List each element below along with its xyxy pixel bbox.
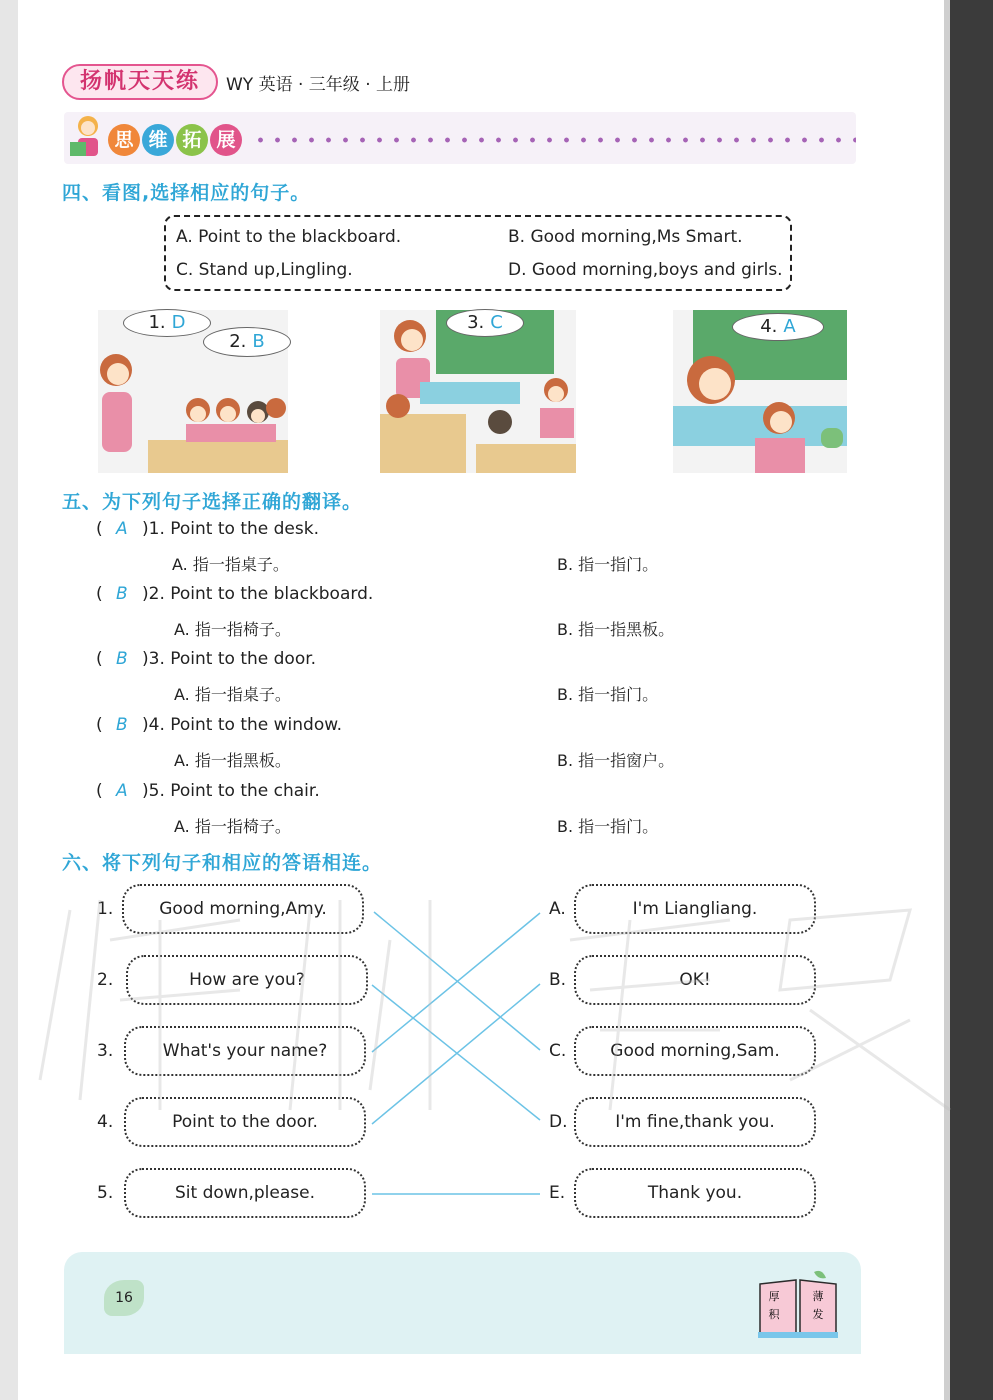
options-box	[164, 215, 792, 291]
right-item-c[interactable]: Good morning,Sam.	[574, 1026, 816, 1076]
answer-4: B	[116, 715, 128, 735]
right-item-a[interactable]: I'm Liangliang.	[574, 884, 816, 934]
paren-open: (	[96, 715, 103, 735]
picture-3-answer: C	[490, 312, 503, 333]
left-num-1: 1.	[97, 899, 114, 919]
picture-2-answer: B	[252, 331, 265, 352]
picture-3-number: 3.	[467, 312, 485, 333]
right-num-b: B.	[549, 970, 567, 990]
q1-choice-a: A. 指一指桌子。	[172, 555, 289, 574]
book-label-2: 薄	[812, 1290, 824, 1303]
book-label-1: 厚	[768, 1290, 780, 1303]
page-number: 16	[104, 1280, 144, 1316]
left-num-5: 5.	[97, 1183, 114, 1203]
question-text: )3. Point to the door.	[142, 649, 317, 669]
q3-choice-b: B. 指一指门。	[557, 685, 659, 704]
left-item-1[interactable]: Good morning,Amy.	[122, 884, 364, 934]
question-1	[96, 519, 319, 539]
picture-4-number: 4.	[760, 316, 778, 337]
picture-1-number: 1.	[148, 312, 166, 333]
book-info: WY 英语 · 三年级 · 上册	[226, 75, 411, 95]
question-5	[96, 781, 320, 801]
option-b: B. Good morning,Ms Smart.	[508, 227, 743, 247]
left-num-2: 2.	[97, 970, 114, 990]
right-num-d: D.	[549, 1112, 568, 1132]
banner-char-2: 维	[142, 124, 174, 156]
banner-char-1: 思	[108, 124, 140, 156]
paren-open: (	[96, 584, 103, 604]
section5-title: 五、为下列句子选择正确的翻译。	[62, 491, 363, 513]
right-num-e: E.	[549, 1183, 566, 1203]
left-item-5[interactable]: Sit down,please.	[124, 1168, 366, 1218]
paren-open: (	[96, 519, 103, 539]
right-num-a: A.	[549, 899, 566, 919]
right-num-c: C.	[549, 1041, 567, 1061]
banner-char-3: 拓	[176, 124, 208, 156]
section4-title: 四、看图,选择相应的句子。	[62, 182, 311, 204]
question-text: )5. Point to the chair.	[142, 781, 320, 801]
q4-choice-a: A. 指一指黑板。	[174, 751, 291, 770]
left-num-4: 4.	[97, 1112, 114, 1132]
question-text: )4. Point to the window.	[142, 715, 342, 735]
q2-choice-b: B. 指一指黑板。	[557, 620, 675, 639]
left-item-2[interactable]: How are you?	[126, 955, 368, 1005]
picture-1-answer: D	[171, 312, 186, 333]
open-book-icon	[756, 1270, 840, 1340]
right-item-d[interactable]: I'm fine,thank you.	[574, 1097, 816, 1147]
question-3	[96, 649, 316, 669]
question-text: )2. Point to the blackboard.	[142, 584, 374, 604]
book-label-4: 发	[812, 1308, 824, 1321]
option-d: D. Good morning,boys and girls.	[508, 260, 783, 280]
banner-dots	[252, 136, 856, 144]
picture-2-number: 2.	[229, 331, 247, 352]
option-c: C. Stand up,Lingling.	[176, 260, 353, 280]
picture-3-bubble	[446, 309, 524, 337]
answer-3: B	[116, 649, 128, 669]
answer-2: B	[116, 584, 128, 604]
watermark	[10, 880, 960, 1120]
picture-1-bubble	[123, 309, 211, 337]
option-a: A. Point to the blackboard.	[176, 227, 402, 247]
left-item-3[interactable]: What's your name?	[124, 1026, 366, 1076]
question-4	[96, 715, 342, 735]
picture-4-answer: A	[783, 316, 796, 337]
banner-char-4: 展	[210, 124, 242, 156]
question-text: )1. Point to the desk.	[142, 519, 319, 539]
q4-choice-b: B. 指一指窗户。	[557, 751, 675, 770]
q5-choice-b: B. 指一指门。	[557, 817, 659, 836]
book-label-3: 积	[768, 1308, 780, 1321]
left-num-3: 3.	[97, 1041, 114, 1061]
picture-2-bubble	[203, 327, 291, 357]
q5-choice-a: A. 指一指椅子。	[174, 817, 291, 836]
paren-open: (	[96, 649, 103, 669]
q1-choice-b: B. 指一指门。	[557, 555, 659, 574]
footer-band	[64, 1252, 861, 1354]
picture-4-bubble	[732, 313, 824, 341]
page-gutter	[0, 0, 18, 1400]
answer-1: A	[116, 519, 128, 539]
question-2	[96, 584, 373, 604]
q2-choice-a: A. 指一指椅子。	[174, 620, 291, 639]
left-item-4[interactable]: Point to the door.	[124, 1097, 366, 1147]
paren-open: (	[96, 781, 103, 801]
reading-girl-icon	[64, 112, 108, 164]
brand-title: 扬帆天天练	[62, 64, 218, 100]
q3-choice-a: A. 指一指桌子。	[174, 685, 291, 704]
answer-5: A	[116, 781, 128, 801]
section6-title: 六、将下列句子和相应的答语相连。	[62, 852, 383, 874]
right-item-b[interactable]: OK!	[574, 955, 816, 1005]
page-edge-dark	[950, 0, 993, 1400]
right-item-e[interactable]: Thank you.	[574, 1168, 816, 1218]
